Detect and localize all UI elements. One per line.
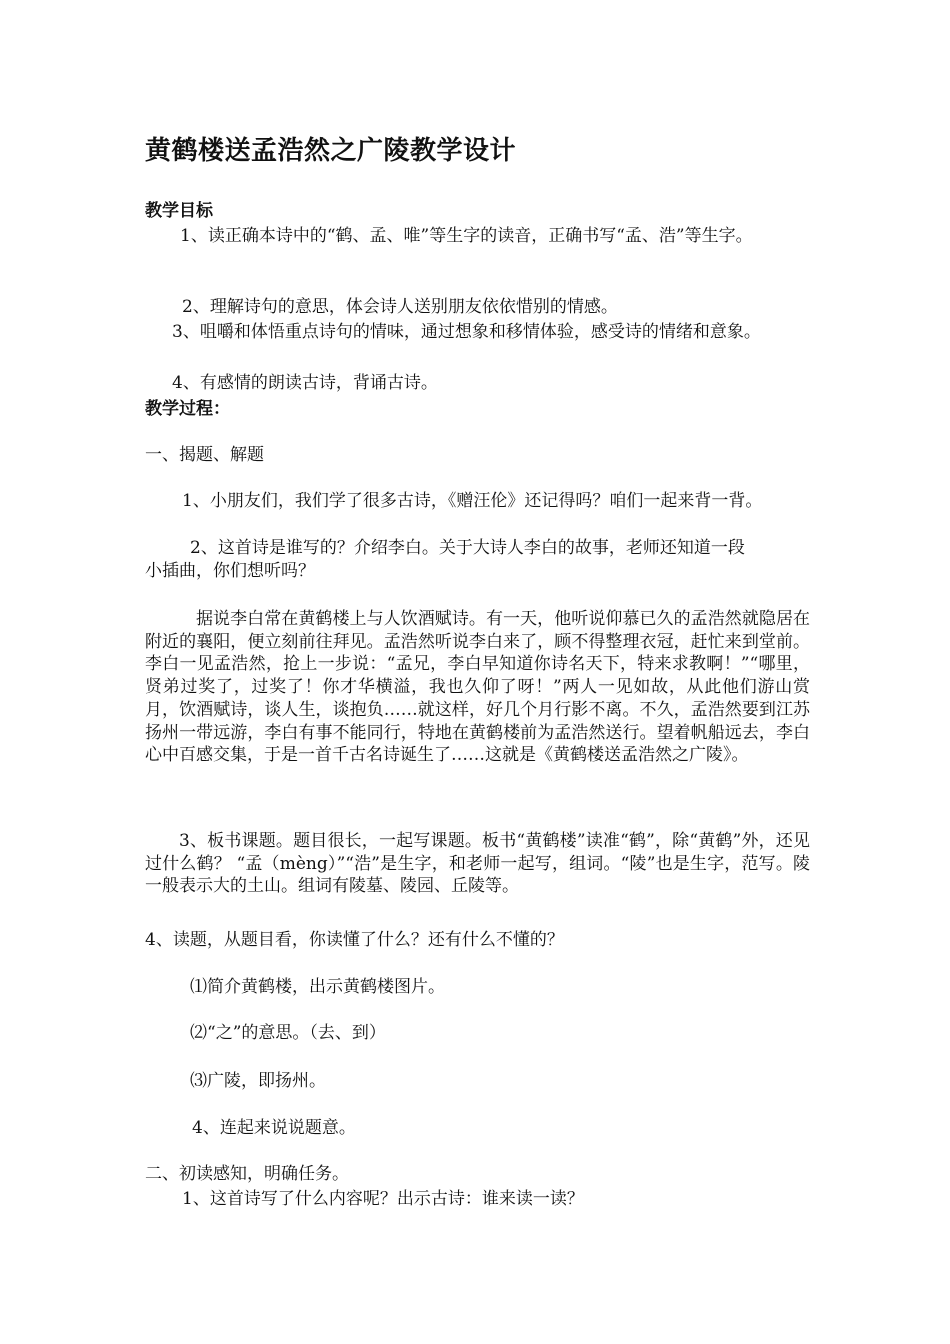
section-2-heading: 二、初读感知，明确任务。 xyxy=(145,1164,349,1184)
document-title: 黄鹤楼送孟浩然之广陵教学设计 xyxy=(145,136,517,166)
story-paragraph: 据说李白常在黄鹤楼上与人饮酒赋诗。有一天，他听说仰慕已久的孟浩然就隐居在附近的襄阳，便立刻前往拜见。孟浩然听说李白来了，顾不得整理衣冠，赶忙来到堂前。李白一见孟浩然，抢上一步说：“孟兄，李白早知道你诗名天下，特来求教啊！”“哪里，贤弟过奖了，过奖了！你才华横溢，我也久仰了呀！”两人一见如故，从此他们游山赏月，饮酒赋诗，谈人生，谈抱负……就这样，好几个月行影不离。不久，孟浩然要到江苏扬州一带远游，李白有事不能同行，特地在黄鹤楼前为孟浩然送行。望着帆船远去，李白心中百感交集，于是一首千古名诗诞生了……这就是《黄鹤楼送孟浩然之广陵》。 xyxy=(145,609,810,766)
step-1-3: 3、板书课题。题目很长，一起写课题。板书“黄鹤楼”读准“鹤”，除“黄鹤”外，还见过什么鹤？ “孟（mèng）”“浩”是生字，和老师一起写，组词。“陵”也是生字，范写。陵一般表示大的土山。组词有陵墓、陵园、丘陵等。 xyxy=(145,831,810,897)
sub-item-1: ⑴简介黄鹤楼，出示黄鹤楼图片。 xyxy=(190,977,445,997)
sub-item-4: 4、连起来说说题意。 xyxy=(192,1118,356,1138)
step-1-4: 4、读题，从题目看，你读懂了什么？还有什么不懂的？ xyxy=(145,930,564,950)
step-1-1: 1、小朋友们，我们学了很多古诗，《赠汪伦》还记得吗？咱们一起来背一背。 xyxy=(182,491,763,511)
step-1-2-line-2: 小插曲，你们想听吗？ xyxy=(145,561,315,581)
process-heading: 教学过程： xyxy=(145,399,230,419)
goal-4: 4、有感情的朗读古诗，背诵古诗。 xyxy=(172,373,438,393)
goals-heading: 教学目标 xyxy=(145,201,213,221)
goal-3: 3、咀嚼和体悟重点诗句的情味，通过想象和移情体验，感受诗的情绪和意象。 xyxy=(172,322,761,342)
step-2-1: 1、这首诗写了什么内容呢？出示古诗：谁来读一读？ xyxy=(182,1189,584,1209)
goal-1: 1、读正确本诗中的“鹤、孟、唯”等生字的读音，正确书写“孟、浩”等生字。 xyxy=(180,226,753,246)
sub-item-3: ⑶广陵，即扬州。 xyxy=(190,1071,326,1091)
goal-2: 2、理解诗句的意思，体会诗人送别朋友依依惜别的情感。 xyxy=(182,297,618,317)
section-1-heading: 一、揭题、解题 xyxy=(145,445,264,465)
step-1-2-line-1: 2、这首诗是谁写的？介绍李白。关于大诗人李白的故事，老师还知道一段 xyxy=(190,538,745,558)
sub-item-2: ⑵“之”的意思。（去、到） xyxy=(190,1023,386,1043)
